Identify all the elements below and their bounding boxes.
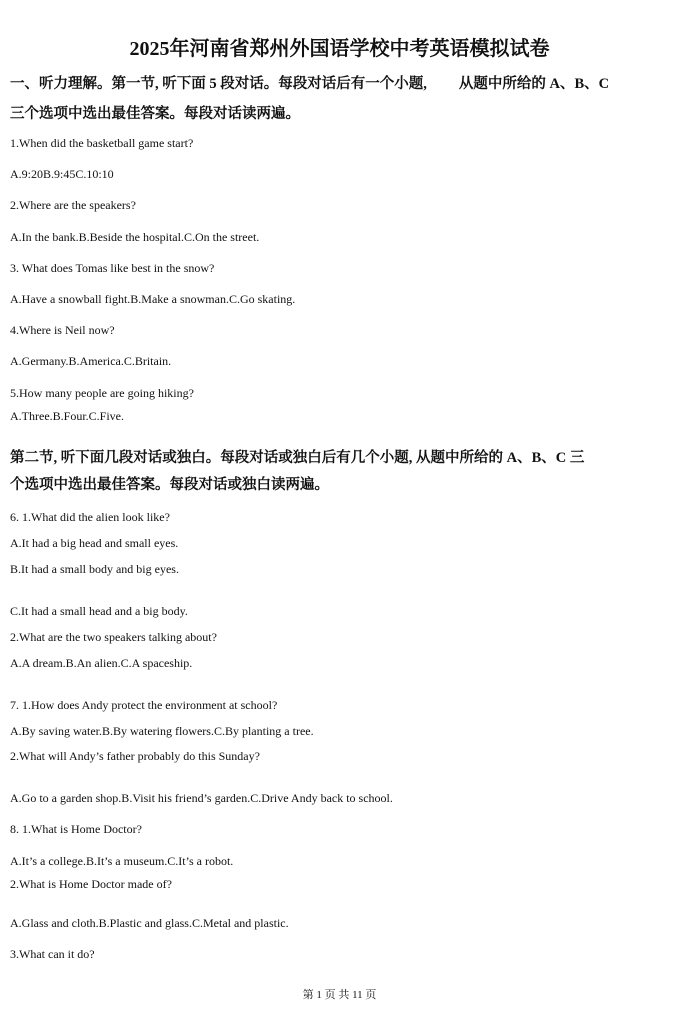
question-3: 3. What does Tomas like best in the snow? [10, 261, 215, 275]
options-1: A.9:20B.9:45C.10:10 [10, 167, 114, 181]
page-title: 2025年河南省郑州外国语学校中考英语模拟试卷 [129, 38, 550, 60]
question-7-2: 2.What will Andy’s father probably do this Sunday? [10, 749, 260, 763]
question-1: 1.When did the basketball game start? [10, 136, 194, 150]
section2-heading-line2: 个选项中选出最佳答案。每段对话或独白读两遍。 [10, 477, 329, 493]
option-6-1-c: C.It had a small head and a big body. [10, 604, 188, 618]
page-footer: 第 1 页 共 11 页 [302, 989, 377, 1001]
section1-heading-line1 [10, 72, 665, 93]
question-4: 4.Where is Neil now? [10, 323, 115, 337]
options-6-2: A.A dream.B.An alien.C.A spaceship. [10, 656, 193, 670]
section1-heading-line2: 三个选项中选出最佳答案。每段对话读两遍。 [10, 106, 300, 122]
question-8-3: 3.What can it do? [10, 947, 95, 961]
question-8-2: 2.What is Home Doctor made of? [10, 877, 172, 891]
option-6-1-b: B.It had a small body and big eyes. [10, 562, 179, 576]
question-8-1: 8. 1.What is Home Doctor? [10, 822, 142, 836]
question-2: 2.Where are the speakers? [10, 198, 136, 212]
options-7-1: A.By saving water.B.By watering flowers.C.By planting a tree. [10, 724, 314, 738]
option-6-1-a: A.It had a big head and small eyes. [10, 536, 179, 550]
options-5: A.Three.B.Four.C.Five. [10, 409, 124, 423]
section1-heading-part-b: 从题中所给的 A、B、C [458, 76, 610, 92]
options-8-2: A.Glass and cloth.B.Plastic and glass.C.Metal and plastic. [10, 916, 289, 930]
question-6-2: 2.What are the two speakers talking about? [10, 630, 217, 644]
section1-heading-part-a: 一、听力理解。第一节, 听下面 5 段对话。每段对话后有一个小题, [10, 76, 427, 92]
options-2: A.In the bank.B.Beside the hospital.C.On the street. [10, 230, 260, 244]
options-7-2: A.Go to a garden shop.B.Visit his friend’s garden.C.Drive Andy back to school. [10, 791, 393, 805]
question-7-1: 7. 1.How does Andy protect the environment at school? [10, 698, 278, 712]
options-8-1: A.It’s a college.B.It’s a museum.C.It’s a robot. [10, 854, 234, 868]
options-3: A.Have a snowball fight.B.Make a snowman.C.Go skating. [10, 292, 296, 306]
section2-heading-line1: 第二节, 听下面几段对话或独白。每段对话或独白后有几个小题, 从题中所给的 A、B、C 三 [10, 450, 585, 466]
question-6-1: 6. 1.What did the alien look like? [10, 510, 170, 524]
options-4: A.Germany.B.America.C.Britain. [10, 354, 172, 368]
question-5: 5.How many people are going hiking? [10, 386, 194, 400]
